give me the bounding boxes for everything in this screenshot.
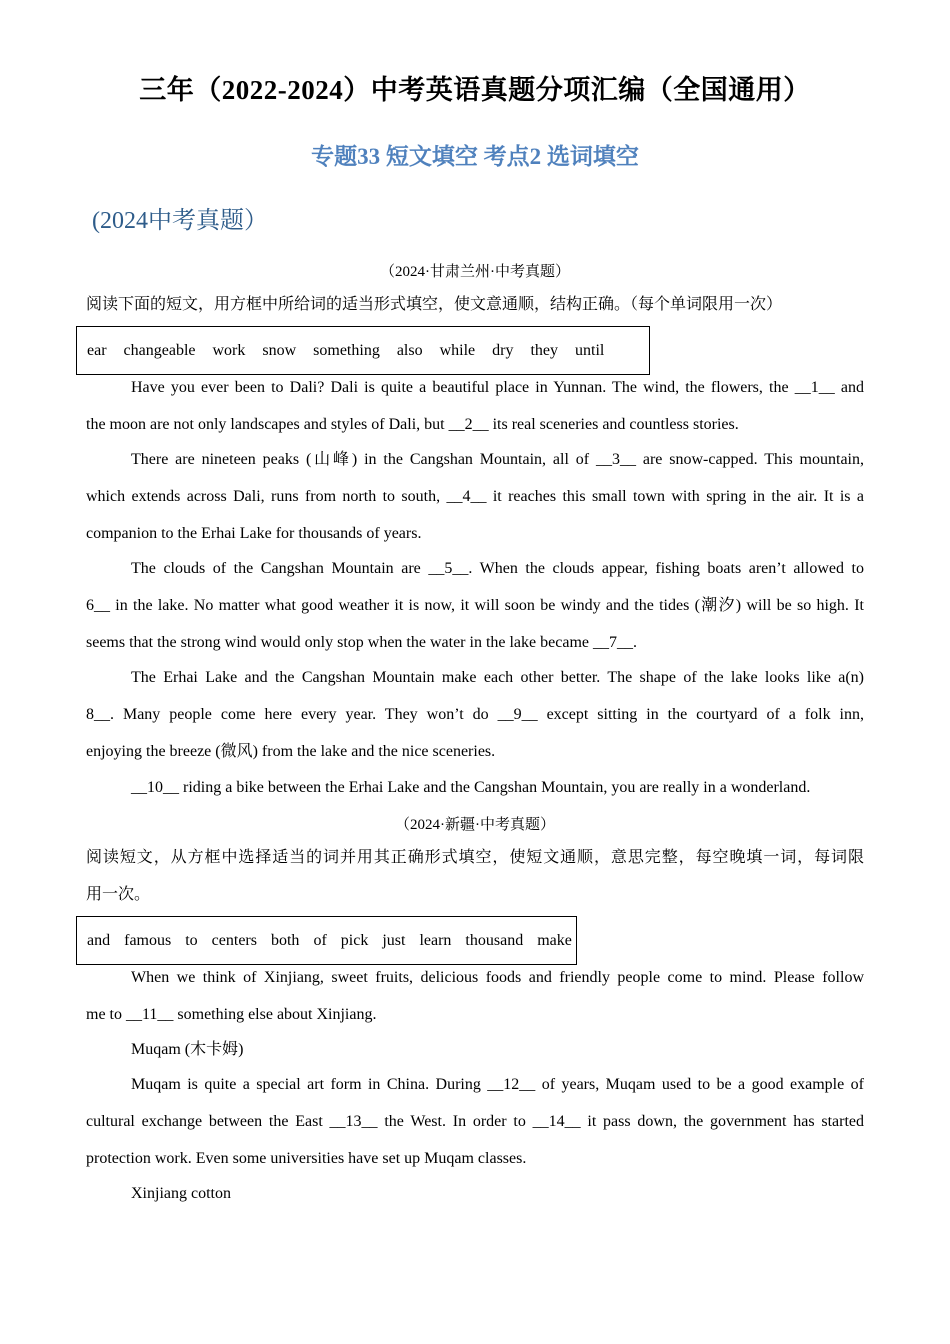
word-box-item: make [537,931,572,949]
word-box-item: something [313,341,380,359]
word-box-item: also [396,341,423,359]
word-box-item: just [382,931,406,949]
q1-paragraph-2-line-1: There are nineteen peaks (山峰) in the Cangshan Mountain, all of __3__ are snow-capped. This mountain, [131,451,864,468]
q1-paragraph-2-line-2: which extends across Dali, runs from north to south, __4__ it reaches this small town with spring in the air. It is a [86,488,864,505]
document-subtitle: 专题33 短文填空 考点2 选词填空 [311,144,639,169]
word-box-item: of [313,931,327,949]
q1-word-box [76,326,650,375]
q2-word-box [76,916,577,965]
q1-source: （2024·甘肃兰州·中考真题） [380,264,570,280]
q1-paragraph-4-line-3: enjoying the breeze (微风) from the lake and the nice sceneries. [86,743,496,760]
q1-paragraph-1-line-1: Have you ever been to Dali? Dali is quite a beautiful place in Yunnan. The wind, the flowers, the __1__ and [131,379,864,396]
q2-paragraph-1-line-1: When we think of Xinjiang, sweet fruits, delicious foods and friendly people come to mind. Please follow [131,969,864,986]
q2-paragraph-2-line-3: protection work. Even some universities have set up Muqam classes. [86,1150,527,1167]
q1-paragraph-5-line-1: __10__ riding a bike between the Erhai Lake and the Cangshan Mountain, you are really in a wonderland. [131,779,811,796]
q2-subheading-muqam: Muqam (木卡姆) [131,1041,244,1058]
word-box-item: centers [211,931,257,949]
word-box-item: thousand [465,931,524,949]
q2-instruction-line-1: 阅读短文，从方框中选择适当的词并用其正确形式填空，使短文通顺，意思完整，每空晚填一词，每词限 [86,849,864,866]
q2-paragraph-2-line-2: cultural exchange between the East __13__ the West. In order to __14__ it pass down, the government has started [86,1113,864,1130]
word-box-item: while [439,341,476,359]
word-box-item: both [270,931,300,949]
q2-source: （2024·新疆·中考真题） [395,817,555,833]
q1-paragraph-3-line-3: seems that the strong wind would only stop when the water in the lake became __7__. [86,634,637,651]
word-box-item: and [87,931,111,949]
document-title: 三年（2022-2024）中考英语真题分项汇编（全国通用） [139,75,811,105]
word-box-item: until [575,341,605,359]
section-heading: (2024中考真题） [92,208,268,234]
word-box-item: snow [262,341,297,359]
q2-paragraph-1-line-2: me to __11__ something else about Xinjiang. [86,1006,377,1023]
q1-paragraph-4-line-2: 8__. Many people come here every year. They won’t do __9__ except sitting in the courtyard of a folk inn, [86,706,864,723]
word-box-item: ear [87,341,107,359]
word-box-item: dry [492,341,514,359]
q1-paragraph-1-line-2: the moon are not only landscapes and styles of Dali, but __2__ its real sceneries and countless stories. [86,416,739,433]
q2-paragraph-2-line-1: Muqam is quite a special art form in China. During __12__ of years, Muqam used to be a good example of [131,1076,864,1093]
q1-paragraph-2-line-3: companion to the Erhai Lake for thousands of years. [86,525,422,542]
word-box-item: to [185,931,198,949]
word-box-item: work [212,341,246,359]
q1-instruction: 阅读下面的短文，用方框中所给词的适当形式填空，使文意通顺，结构正确。（每个单词限用一次） [86,296,783,313]
word-box-item: changeable [123,341,196,359]
q1-paragraph-3-line-1: The clouds of the Cangshan Mountain are __5__. When the clouds appear, fishing boats aren’t allowed to [131,560,864,577]
word-box-item: famous [124,931,172,949]
q2-instruction-line-2: 用一次。 [86,886,151,903]
word-box-item: pick [340,931,369,949]
q1-paragraph-3-line-2: 6__ in the lake. No matter what good weather it is now, it will soon be windy and the tides (潮汐) will be so high. It [86,597,864,614]
word-box-item: they [530,341,559,359]
q1-paragraph-4-line-1: The Erhai Lake and the Cangshan Mountain make each other better. The shape of the lake looks like a(n) [131,669,864,686]
word-box-item: learn [419,931,452,949]
q2-subheading-cotton: Xinjiang cotton [131,1185,231,1202]
